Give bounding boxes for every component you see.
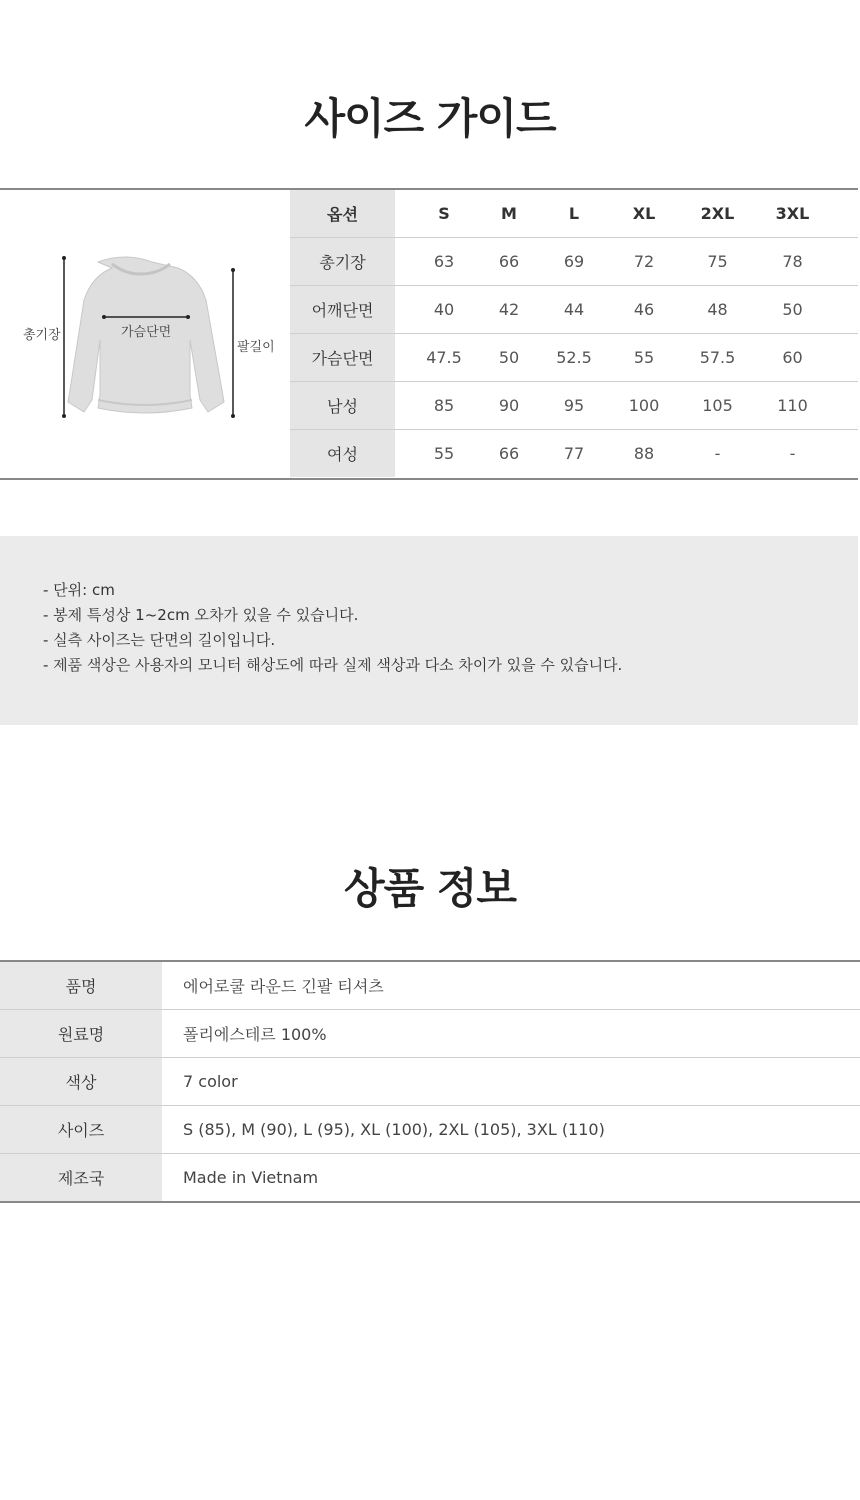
product-info-row <box>0 1010 860 1058</box>
size-table-row <box>290 382 858 430</box>
size-table-header-cell: L <box>568 204 580 223</box>
size-table-header-row <box>290 190 858 238</box>
product-info-label: 제조국 <box>0 1154 162 1201</box>
size-table-row-label: 남성 <box>290 382 395 429</box>
product-info-row <box>0 962 860 1010</box>
size-table-row <box>290 238 858 286</box>
size-table-cell: 105 <box>702 396 733 415</box>
product-info-value: Made in Vietnam <box>183 1168 319 1187</box>
product-info-value: 폴리에스테르 100% <box>183 1025 327 1044</box>
size-table-cell: 69 <box>563 252 585 271</box>
product-info-row <box>0 1106 860 1154</box>
size-table-cell: 57.5 <box>699 348 736 367</box>
size-table-cell: 100 <box>628 396 660 415</box>
size-guide-title: 사이즈 가이드 <box>304 94 556 143</box>
size-table-cell: 42 <box>498 300 520 319</box>
product-info-value: 에어로쿨 라운드 긴팔 티셔츠 <box>183 977 384 996</box>
product-info-value: 7 color <box>183 1072 238 1091</box>
size-table-cell: 77 <box>563 444 585 463</box>
size-table-row-label: 가슴단면 <box>290 334 395 381</box>
size-table-row <box>290 430 858 477</box>
size-table-cell: 85 <box>433 396 455 415</box>
size-table-header-cell: 3XL <box>775 204 810 223</box>
chest-label: 가슴단면 <box>121 325 172 340</box>
size-table-cell: - <box>714 444 721 463</box>
sweatshirt-diagram <box>0 190 290 478</box>
size-table-cell: 90 <box>498 396 520 415</box>
note-item: - 봉제 특성상 1~2cm 오차가 있을 수 있습니다. <box>43 606 359 624</box>
size-table-cell: 75 <box>707 252 728 271</box>
size-table-cell: 110 <box>777 396 808 415</box>
size-table-cell: 50 <box>782 300 803 319</box>
product-info-title: 상품 정보 <box>344 864 516 913</box>
notes-box <box>0 536 858 725</box>
size-table-row-label: 총기장 <box>290 238 395 285</box>
note-item: - 제품 색상은 사용자의 모니터 해상도에 따라 실제 색상과 다소 차이가 있을 수 있습니다. <box>43 656 623 674</box>
size-table-row <box>290 286 858 334</box>
size-table-cell: 66 <box>498 444 520 463</box>
size-table-cell: 63 <box>433 252 455 271</box>
size-table-cell: 55 <box>633 348 655 367</box>
size-table-cell: 78 <box>782 252 803 271</box>
product-info-label: 품명 <box>0 962 162 1009</box>
size-table-cell: 66 <box>498 252 520 271</box>
size-table-row-label: 여성 <box>290 430 395 477</box>
size-table-header-cell: S <box>438 204 450 223</box>
size-table-cell: 44 <box>563 300 585 319</box>
note-item: - 실측 사이즈는 단면의 길이입니다. <box>43 631 276 649</box>
notes-list <box>43 578 622 678</box>
size-table <box>290 190 858 477</box>
size-table-header-cell: 옵션 <box>290 190 395 237</box>
size-table-cell: 52.5 <box>556 348 592 367</box>
size-table-cell: 55 <box>433 444 455 463</box>
size-table-cell: 60 <box>782 348 803 367</box>
size-table-header-cell: 2XL <box>700 204 735 223</box>
product-info-value: S (85), M (90), L (95), XL (100), 2XL (105), 3XL (110) <box>183 1120 605 1139</box>
size-table-row <box>290 334 858 382</box>
sleeve-label: 팔길이 <box>237 340 275 355</box>
size-table-cell: 72 <box>633 252 655 271</box>
size-table-cell: 50 <box>498 348 520 367</box>
product-info-row <box>0 1058 860 1106</box>
size-table-header-cell: M <box>501 204 517 223</box>
product-info-label: 원료명 <box>0 1010 162 1057</box>
size-table-cell: - <box>789 444 796 463</box>
product-info-label: 사이즈 <box>0 1106 162 1153</box>
product-info-table <box>0 960 860 1203</box>
size-table-cell: 48 <box>707 300 728 319</box>
product-info-label: 색상 <box>0 1058 162 1105</box>
size-table-cell: 46 <box>633 300 655 319</box>
product-info-row <box>0 1154 860 1201</box>
total-length-label: 총기장 <box>23 328 61 343</box>
size-table-cell: 40 <box>433 300 455 319</box>
size-table-row-label: 어깨단면 <box>290 286 395 333</box>
size-table-cell: 47.5 <box>426 348 462 367</box>
size-table-cell: 88 <box>633 444 655 463</box>
size-table-header-cell: XL <box>632 204 656 223</box>
size-table-cell: 95 <box>563 396 585 415</box>
note-item: - 단위: cm <box>43 581 115 599</box>
size-guide-area <box>0 188 858 480</box>
